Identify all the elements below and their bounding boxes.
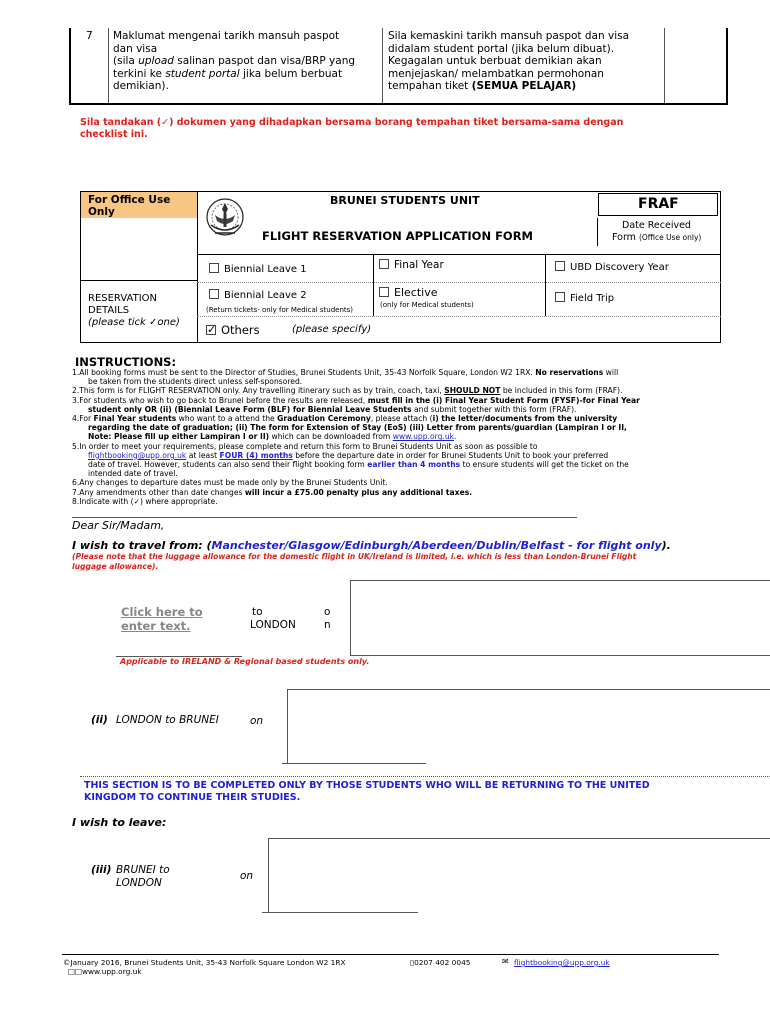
box-line: [262, 912, 418, 913]
instruction-item: 8.Indicate with (✓) where appropriate.: [72, 496, 218, 506]
footer-rule: [62, 954, 719, 955]
row-number: 7: [86, 30, 93, 42]
route-line: LONDON: [116, 876, 162, 889]
leg-2-route: LONDON to BRUNEI: [116, 714, 219, 726]
leg-3-route: [116, 864, 170, 889]
placeholder-line[interactable]: Click here to: [121, 605, 203, 619]
date-received-label: Date Received: [622, 220, 691, 231]
section-note-line: THIS SECTION IS TO BE COMPLETED ONLY BY THOSE STUDENTS WHO WILL BE RETURNING TO THE UNITED: [84, 780, 650, 791]
checkbox-icon[interactable]: [209, 289, 219, 299]
instruction-item: 2.This form is for FLIGHT RESERVATION only. Any travelling itinerary such as by train, coach, taxi, SHOULD NOT be included in this form (FRAF).: [72, 386, 623, 396]
form-divider: [197, 191, 198, 343]
to-label: to: [252, 606, 263, 618]
route-line: BRUNEI to: [116, 864, 170, 876]
london-label: LONDON: [250, 619, 296, 631]
box-line: [287, 689, 770, 690]
action-text: [388, 30, 663, 93]
option-others[interactable]: ✓Others: [206, 323, 260, 337]
departure-city-field[interactable]: [121, 606, 203, 633]
box-line: [268, 838, 770, 839]
instructions-heading: INSTRUCTIONS:: [75, 355, 177, 369]
table-divider: [382, 28, 383, 104]
placeholder-line[interactable]: enter text.: [121, 618, 191, 633]
footer-copyright: ©January 2016, Brunei Students Unit, 35-43 Norfolk Square London W2 1RX: [63, 958, 346, 967]
action-line: didalam student portal (jika belum dibuat).: [388, 42, 615, 55]
requirement-line: terkini ke student portal jika belum berbuat: [113, 67, 343, 80]
form-border: [80, 342, 721, 343]
instruction-item: intended date of travel.: [88, 469, 178, 479]
checkbox-icon[interactable]: [209, 263, 219, 273]
reservation-line: (please tick ✓one): [88, 317, 180, 328]
footer-phone: ▯0207 402 0045: [410, 958, 471, 967]
requirement-line: dan visa: [113, 42, 158, 55]
luggage-note-line: luggage allowance).: [72, 561, 159, 571]
office-use-label: [88, 194, 170, 218]
luggage-note: [72, 552, 712, 571]
instruction-item: 4.For Final Year students who want to a attend the Graduation Ceremony, please attach (i) the letter/documents from the university: [72, 414, 618, 424]
action-line: menjejaskan/ melambatkan permohonan: [388, 67, 604, 80]
office-use-line: For Office Use: [88, 194, 171, 206]
office-use-line: Only: [88, 206, 115, 218]
table-border-bottom: [69, 103, 728, 105]
on-label-part: n: [324, 619, 331, 631]
ireland-note: Applicable to IRELAND & Regional based students only.: [120, 657, 370, 666]
requirement-line: (sila upload salinan paspot dan visa/BRP yang: [113, 55, 356, 68]
table-divider: [664, 28, 665, 104]
instruction-item: date of travel. However, students can also send their flight booking form earlier than 4 months to ensure students will get the ticket on the: [88, 460, 629, 470]
instruction-item: 6.Any changes to departure dates must be made only by the Brunei Students Unit.: [72, 478, 388, 488]
footer-email-link[interactable]: flightbooking@upp.org.uk: [514, 958, 610, 967]
form-code: FRAF: [638, 196, 679, 212]
form-divider: [545, 254, 546, 316]
others-specify-field[interactable]: (please specify): [292, 324, 372, 335]
checkbox-icon[interactable]: [379, 287, 389, 297]
form-divider: [373, 254, 374, 316]
form-divider: [197, 316, 721, 317]
on-label-part: o: [324, 606, 331, 618]
option-ubd-discovery-year[interactable]: UBD Discovery Year: [555, 261, 669, 273]
form-border: [720, 191, 721, 343]
checkbox-icon[interactable]: [555, 292, 565, 302]
elective-note: (only for Medical students): [380, 301, 474, 309]
form-divider: [197, 282, 721, 283]
leg-2-label: (ii): [91, 714, 108, 726]
box-line: [287, 689, 288, 764]
instruction-item: regarding the date of graduation; (ii) The form for Extension of Stay (EoS) (iii) Letter from parents/guardian (Lampiran I or II,: [88, 423, 627, 433]
form-title: FLIGHT RESERVATION APPLICATION FORM: [262, 229, 534, 243]
instruction-item: Note: Please fill up either Lampiran I or II) which can be downloaded from www.upp.org.uk.: [88, 432, 457, 442]
form-divider: [80, 280, 198, 281]
footer-address: [63, 958, 346, 976]
instruction-item: flightbooking@upp.org.uk at least FOUR (4) months before the departure date in order for Brunei Students Unit to book your preferred: [88, 450, 609, 460]
box-line: [350, 580, 770, 581]
checkbox-icon[interactable]: [555, 261, 565, 271]
checklist-note-line: Sila tandakan (✓) dokumen yang dihadapkan bersama borang tempahan tiket bersama-sama dengan: [80, 117, 624, 128]
leg-3-label: (iii): [91, 864, 112, 876]
action-line: Sila kemaskini tarikh mansuh paspot dan visa: [388, 30, 630, 42]
instruction-item: 1.All booking forms must be sent to the Director of Studies, Brunei Students Unit, 35-43 Norfolk Square, London W2 1RX. No reservations will: [72, 368, 619, 377]
travel-from-heading: I wish to travel from: (Manchester/Glasgow/Edinburgh/Aberdeen/Dublin/Belfast - for flight only).: [72, 539, 671, 552]
option-biennial-leave-1[interactable]: Biennial Leave 1: [209, 263, 307, 275]
instruction-item: student only OR (ii) (Biennial Leave Form (BLF) for Biennial Leave Students and submit together with this form (FRAF).: [88, 404, 577, 414]
on-label: [324, 606, 331, 632]
leg-2-on-label: on: [250, 715, 264, 727]
instruction-item: 7.Any amendments other than date changes will incur a £75.00 penalty plus any additional taxes.: [72, 487, 473, 497]
box-line: [282, 763, 426, 764]
separator-line: [72, 517, 577, 518]
table-divider: [108, 28, 109, 104]
section-note-line: KINGDOM TO CONTINUE THEIR STUDIES.: [84, 791, 301, 803]
option-final-year[interactable]: Final Year: [379, 259, 444, 271]
to-london-label: [250, 606, 296, 632]
instruction-item: 5.In order to meet your requirements, please complete and return this form to Brunei Students Unit as soon as possible to: [72, 441, 538, 451]
tick-cell[interactable]: [666, 30, 724, 102]
requirement-line: Maklumat mengenai tarikh mansuh paspot: [113, 30, 340, 42]
table-border-left: [69, 28, 71, 104]
leave-heading: I wish to leave:: [72, 816, 167, 829]
action-line: tempahan tiket (SEMUA PELAJAR): [388, 80, 577, 93]
form-divider: [597, 218, 598, 246]
reservation-line: RESERVATION: [88, 293, 158, 304]
salutation: Dear Sir/Madam,: [72, 519, 165, 532]
instructions-list: [72, 368, 712, 506]
upp-website-link[interactable]: www.upp.org.uk: [392, 432, 455, 442]
action-line: Kegagalan untuk berbuat demikian akan: [388, 55, 602, 68]
instruction-item: 3.For students who wish to go back to Brunei before the results are released, must fill in the (i) Final Year Student Form (FYSF)-for Final Year: [72, 395, 640, 405]
checklist-note-line: checklist ini.: [80, 128, 148, 140]
checkbox-checked-icon[interactable]: [206, 325, 216, 335]
box-line: [350, 655, 770, 656]
option-biennial-leave-2[interactable]: Biennial Leave 2: [209, 289, 307, 301]
option-elective[interactable]: Elective: [379, 286, 437, 299]
unit-title: BRUNEI STUDENTS UNIT: [330, 194, 480, 207]
reservation-details-label: [88, 293, 180, 329]
leg-3-on-label: on: [240, 870, 254, 882]
form-divider: [197, 254, 721, 255]
section-separator: [80, 776, 770, 777]
flightbooking-email-link[interactable]: flightbooking@upp.org.uk: [88, 450, 187, 460]
biennial-2-note: (Return tickets- only for Medical students): [206, 306, 354, 314]
instruction-item: be taken from the students direct unless self-sponsored.: [88, 377, 303, 387]
table-border-right: [726, 28, 728, 104]
luggage-note-line: (Please note that the luggage allowance for the domestic flight in UK/Ireland is limited, i.e. which is less than London-Brunei Flight: [72, 552, 637, 561]
section-note: [84, 780, 650, 804]
date-received-label-2: Form (Office Use only): [612, 232, 702, 243]
requirement-line: demikian).: [113, 80, 169, 93]
email-icon: ✉: [502, 957, 509, 966]
reservation-line: DETAILS: [88, 305, 130, 316]
checkbox-icon[interactable]: [379, 259, 389, 269]
option-field-trip[interactable]: Field Trip: [555, 292, 614, 304]
footer-website: □□www.upp.org.uk: [68, 967, 142, 976]
requirement-text: [113, 30, 381, 93]
brunei-crest-icon: [203, 195, 247, 241]
box-line: [268, 838, 269, 913]
checklist-note: [80, 117, 623, 140]
box-line: [350, 580, 351, 656]
